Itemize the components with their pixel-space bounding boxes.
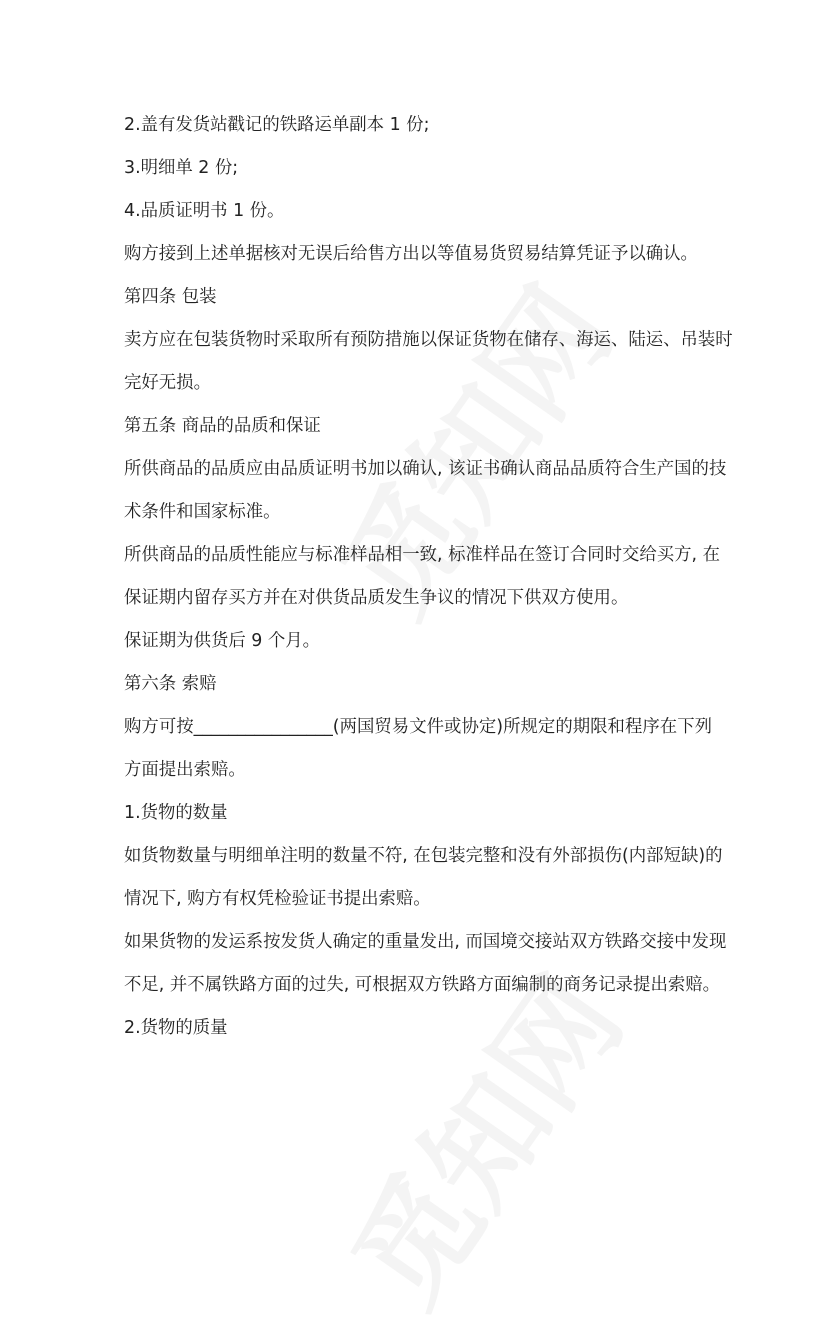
list-item-quality-cert: 4.品质证明书 1 份。 bbox=[124, 201, 285, 221]
document-body bbox=[124, 104, 733, 1050]
paragraph: 所供商品的品质应由品质证明书加以确认, 该证书确认商品品质符合生产国的技 bbox=[124, 459, 727, 479]
subheading-quality: 2.货物的质量 bbox=[124, 1018, 228, 1038]
paragraph: 不足, 并不属铁路方面的过失, 可根据双方铁路方面编制的商务记录提出索赔。 bbox=[124, 975, 721, 995]
paragraph: 情况下, 购方有权凭检验证书提出索赔。 bbox=[124, 889, 431, 909]
paragraph: 保证期为供货后 9 个月。 bbox=[124, 631, 321, 651]
paragraph: 所供商品的品质性能应与标准样品相一致, 标准样品在签订合同时交给买方, 在 bbox=[124, 545, 721, 565]
section-heading-packaging: 第四条 包装 bbox=[124, 287, 217, 307]
section-heading-quality: 第五条 商品的品质和保证 bbox=[124, 416, 321, 436]
paragraph: 方面提出索赔。 bbox=[124, 760, 246, 780]
paragraph: 卖方应在包装货物时采取所有预防措施以保证货物在储存、海运、陆运、吊装时 bbox=[124, 330, 733, 350]
paragraph: 如货物数量与明细单注明的数量不符, 在包装完整和没有外部损伤(内部短缺)的 bbox=[124, 846, 723, 866]
paragraph: 完好无损。 bbox=[124, 373, 211, 393]
list-item-waybill: 2.盖有发货站戳记的铁路运单副本 1 份; bbox=[124, 115, 430, 135]
paragraph: 术条件和国家标准。 bbox=[124, 502, 281, 522]
paragraph: 购方接到上述单据核对无误后给售方出以等值易货贸易结算凭证予以确认。 bbox=[124, 244, 698, 264]
paragraph: 如果货物的发运系按发货人确定的重量发出, 而国境交接站双方铁路交接中发现 bbox=[124, 932, 727, 952]
paragraph: 购方可按________________(两国贸易文件或协定)所规定的期限和程序在下列 bbox=[124, 717, 712, 737]
section-heading-claims: 第六条 索赔 bbox=[124, 674, 217, 694]
subheading-quantity: 1.货物的数量 bbox=[124, 803, 228, 823]
paragraph: 保证期内留存买方并在对供货品质发生争议的情况下供双方使用。 bbox=[124, 588, 629, 608]
list-item-detail-list: 3.明细单 2 份; bbox=[124, 158, 239, 178]
